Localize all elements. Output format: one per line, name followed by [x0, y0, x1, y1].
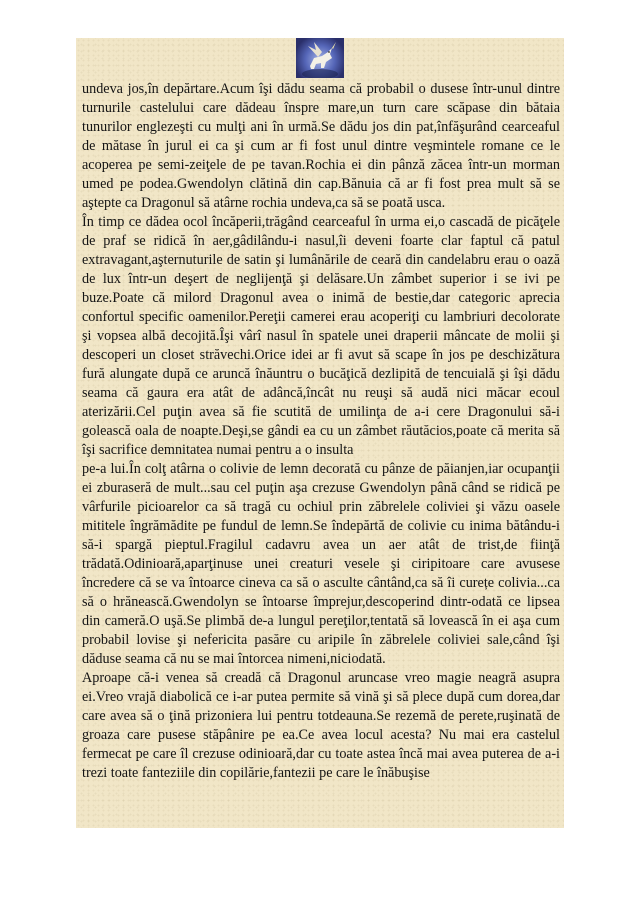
paragraph: undeva jos,în depărtare.Acum îşi dădu seama că probabil o dusese într-unul dintre turnurile castelului care dădeau înspre mare,un turn care scăpase din bătaia tunurilor englezeşti cu mulţi ani în urmă.Se dădu jos din pat,înfăşurând cearceaful de mătase în jurul ei ca şi cum ar fi fost unul dintre veşmintele romane ce le acoperea pe semi-zeiţele de pe tavan.Rochia ei din pânză zăcea într-un morman umed pe podea.Gwendolyn clătină din cap.Bănuia că ar fi fost prea mult să se aştepte ca Dragonul să atârne rochia undeva,ca să se poată usca.: [82, 81, 560, 211]
book-page: [76, 38, 564, 828]
paragraph: pe-a lui.În colţ atârna o colivie de lemn decorată cu pânze de păianjen,iar ocupanţii ei zburaseră de mult...sau cel puţin aşa crezuse Gwendolyn până când se ridică pe vârfurile picioarelor ca să tragă cu ochiul prin zăbrelele coliviei şi văzu oasele mititele îngrămădite pe fundul de lemn.Se îndepărtă de colivie cu inima bătându-i să-i spargă pieptul.Fragilul cadavru avea un aer atât de trist,de fiinţă trădată.Odinioară,aparţinuse unei creaturi vesele şi ciripitoare care avusese încredere că se va întoarce cineva ca să o asculte cântând,ca să îi curețe colivia...ca să o hrănească.Gwendolyn se întoarse împrejur,descoperind dintr-odată ce lipsea din cameră.O uşă.Se plimbă de-a lungul pereţilor,tentată să lovească în ei aşa cum probabil lovise şi nefericita pasăre cu aripile în zăbrelele coliviei sale,când îşi dăduse seama că nu se mai întorcea nimeni,niciodată.: [82, 461, 560, 667]
paragraph: În timp ce dădea ocol încăperii,trăgând cearceaful în urma ei,o cascadă de picăţele de praf se ridică în aer,gâdilându-i nasul,îi deveni foarte clar faptul că patul extravagant,aşternuturile de satin şi lumânările de ceară din candelabru erau o oază de lux într-un deşert de neglijenţă şi delăsare.Un zâmbet superior i se ivi pe buze.Poate că milord Dragonul avea o inimă de bestie,dar categoric aprecia confortul specific oamenilor.Pereţii camerei erau acoperiţi cu lambriuri decolorate şi vopsea albă decojită.Îşi vârî nasul în spatele unei draperii mâncate de molii şi descoperi un closet străvechi.Orice idei ar fi avut să scape în jos pe deschizătura fură alungate după ce aruncă înăuntru o bucăţică dezlipită de tencuială şi îşi dădu seama că gaura era atât de adâncă,încât nu reuşi să audă nici măcar ecoul aterizării.Cel puţin avea să fie scutită de umilinţa de a-i cere Dragonului să-i golească oala de noapte.Deşi,se gândi ea cu un zâmbet răutăcios,poate că merita să îşi sacrifice demnitatea numai pentru a o insulta: [82, 214, 560, 458]
paragraph: Aproape că-i venea să creadă că Dragonul aruncase vreo magie neagră asupra ei.Vreo vrajă diabolică ce i-ar putea permite să vină şi să plece după cum dorea,dar care avea să o ţină prizoniera lui pentru totdeauna.Se rezemă de perete,ruşinată de groaza care pusese stăpânire pe ea.Ce avea locul acesta? Nu mai era castelul fermecat pe care îl crezuse odinioară,dar cu toate astea încă mai avea puterea de a-i trezi toate fanteziile din copilărie,fantezii pe care le înăbuşise: [82, 670, 560, 781]
chapter-text: [82, 80, 560, 783]
winged-unicorn-icon: [296, 38, 344, 78]
